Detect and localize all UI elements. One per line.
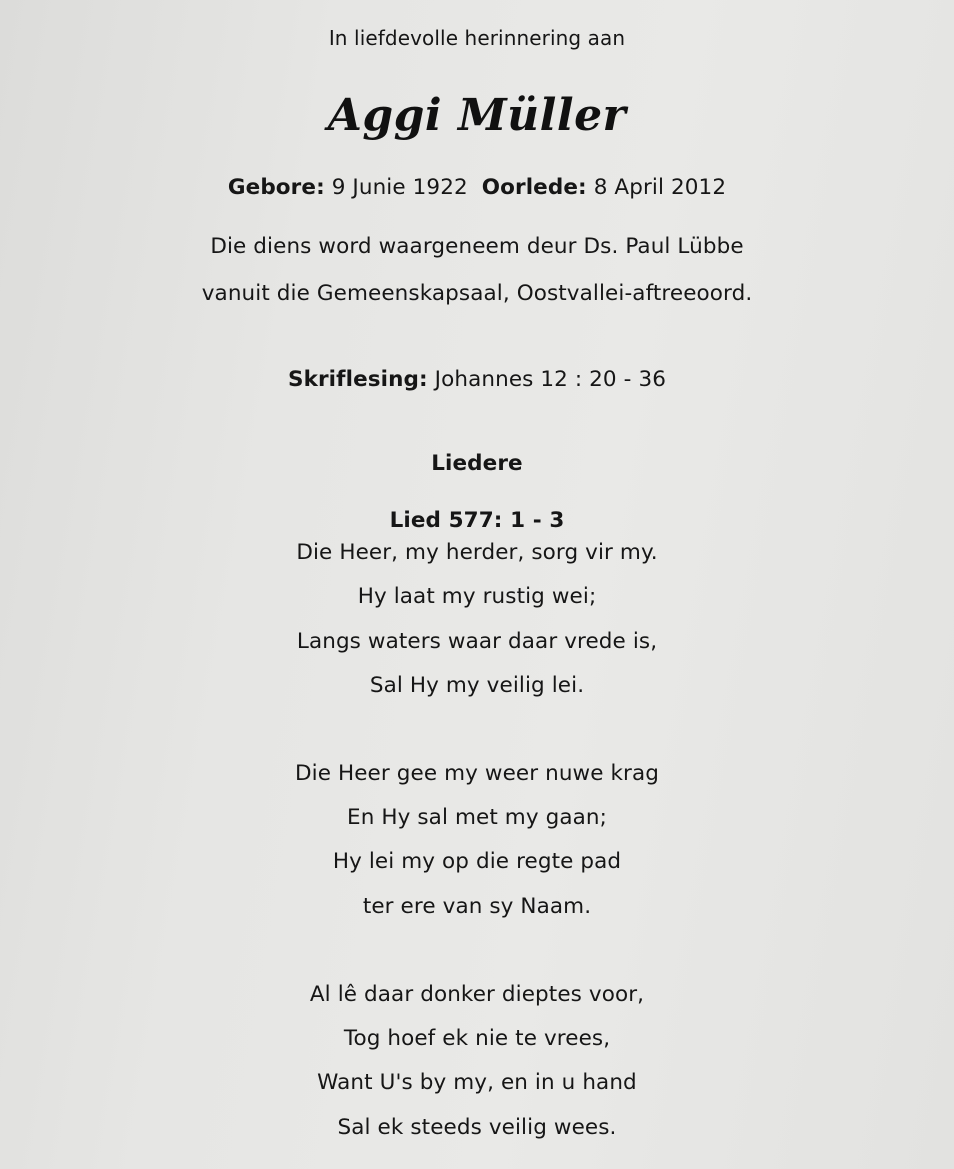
verse-3-line-4: Sal ek steeds veilig wees.	[337, 1115, 617, 1140]
intro-text: In liefdevolle herinnering aan	[328, 26, 626, 50]
born-label: Gebore:	[227, 175, 325, 200]
born-value: 9 Junie 1922	[331, 175, 468, 200]
songs-heading: Liedere	[431, 451, 523, 476]
verse-1-line-4: Sal Hy my veilig lei.	[369, 673, 585, 698]
service-line-2: vanuit die Gemeenskapsaal, Oostvallei-aftreeoord.	[201, 281, 753, 306]
verse-1-line-3: Langs waters waar daar vrede is,	[296, 629, 658, 654]
deceased-name: Aggi Müller	[327, 90, 627, 141]
reading-label: Skriflesing:	[288, 367, 428, 392]
verse-2-line-4: ter ere van sy Naam.	[362, 894, 592, 919]
verse-2-line-3: Hy lei my op die regte pad	[332, 849, 622, 874]
died-value: 8 April 2012	[593, 175, 727, 200]
verse-1-line-1: Die Heer, my herder, sorg vir my.	[296, 540, 658, 565]
verse-2-line-2: En Hy sal met my gaan;	[347, 805, 607, 830]
verse-3-line-1: Al lê daar donker dieptes voor,	[309, 982, 645, 1007]
verse-1-line-2: Hy laat my rustig wei;	[357, 584, 597, 609]
verse-3-line-2: Tog hoef ek nie te vrees,	[343, 1026, 611, 1051]
service-line-1: Die diens word waargeneem deur Ds. Paul Lübbe	[210, 234, 744, 259]
verse-3-line-3: Want U's by my, en in u hand	[317, 1070, 637, 1095]
scripture-reading	[0, 365, 954, 395]
died-label: Oorlede:	[481, 175, 587, 200]
verse-2-line-1: Die Heer gee my weer nuwe krag	[294, 761, 660, 786]
dates-line	[0, 173, 954, 203]
song-title: Lied 577: 1 - 3	[389, 508, 565, 533]
reading-value: Johannes 12 : 20 - 36	[434, 367, 666, 392]
